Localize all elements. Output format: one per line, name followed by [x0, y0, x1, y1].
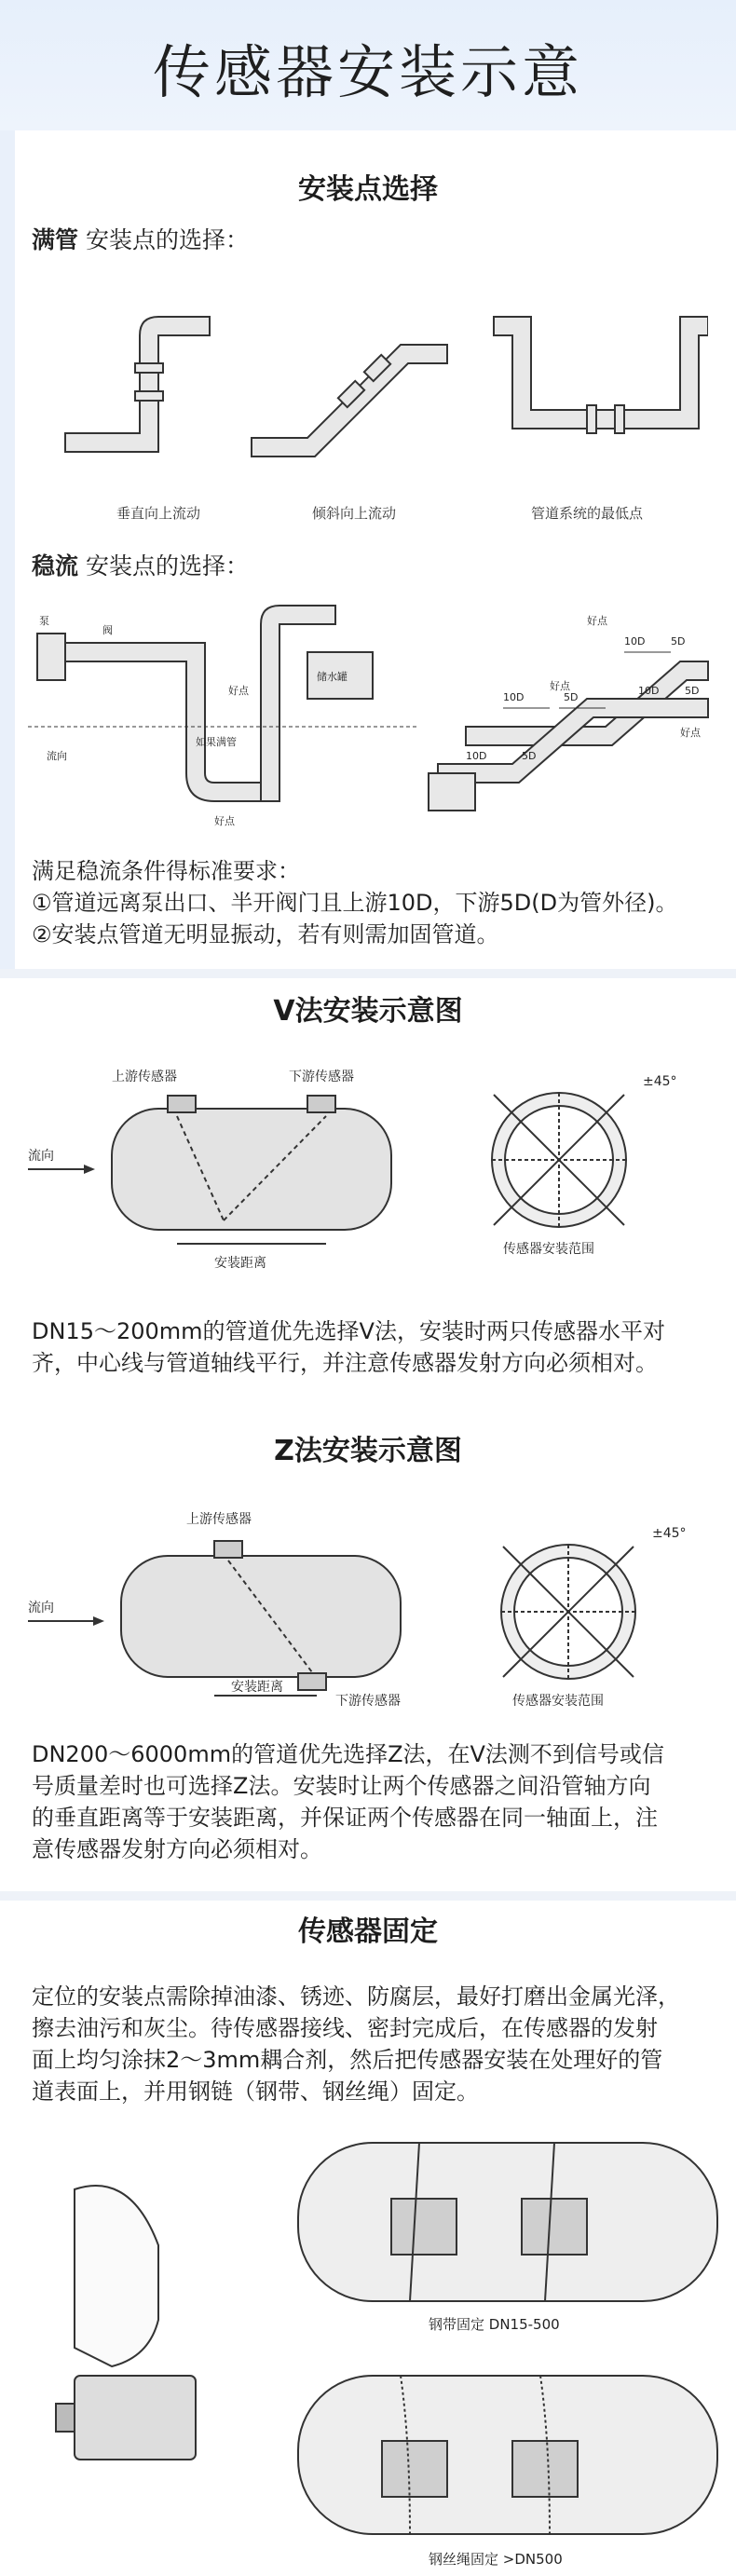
z-method-diagram [28, 1481, 717, 1714]
flow-label: 流向 [47, 750, 67, 762]
full-pipe-bold: 满管 [32, 226, 79, 253]
z-desc-3: 的垂直距离等于安装距离，并保证两个传感器在同一轴面上，注 [32, 1805, 658, 1831]
d10-label: 10D [503, 691, 525, 703]
good-point-5: 好点 [680, 727, 701, 739]
z-range-label: 传感器安装范围 [512, 1694, 604, 1709]
d5c-label: 5D [522, 750, 537, 762]
full-pipe-label [32, 222, 249, 255]
pump-label: 泵 [39, 615, 49, 627]
fixing-desc-1: 定位的安装点需除掉油漆、锈迹、防腐层，最好打磨出金属光泽， [32, 1983, 680, 2010]
page-header [0, 0, 736, 130]
section-divider-2 [0, 1891, 736, 1901]
z-desc-4: 意传感器发射方向必须相对。 [32, 1836, 322, 1862]
z-method-title: Z法安装示意图 [274, 1435, 462, 1467]
v-method-diagram [28, 1043, 717, 1276]
z-upstream-label: 上游传感器 [186, 1512, 252, 1527]
z-desc-2: 号质量差时也可选择Z法。安装时让两个传感器之间沿管轴方向 [32, 1773, 651, 1799]
v-angle-label: ±45° [643, 1074, 677, 1089]
steady-flow-bold: 稳流 [32, 552, 79, 579]
full-pipe-caption-2: 倾斜向上流动 [311, 505, 396, 522]
d5d-label: 5D [685, 685, 700, 697]
pipe-label: 如果满管 [196, 736, 237, 748]
tank-label: 储水罐 [317, 671, 348, 683]
install-point-title: 安装点选择 [298, 173, 438, 206]
v-upstream-label: 上游传感器 [112, 1070, 177, 1084]
steady-flow-diagram [28, 596, 717, 838]
full-pipe-diagrams [37, 279, 708, 466]
steady-flow-label [32, 548, 249, 581]
steady-flow-rest: 安装点的选择： [78, 552, 249, 579]
section-divider [0, 969, 736, 978]
full-pipe-caption-3: 管道系统的最低点 [530, 505, 643, 522]
d10d-label: 10D [638, 685, 660, 697]
z-angle-label: ±45° [652, 1526, 687, 1541]
d10c-label: 10D [466, 750, 487, 762]
fixing-caption-2: 钢丝绳固定 >DN500 [429, 2551, 563, 2568]
v-flow-label: 流向 [28, 1149, 54, 1164]
requirement-1: ①管道远离泵出口、半开阀门且上游10D，下游5D(D为管外径)。 [32, 890, 678, 916]
good-point-2: 好点 [214, 815, 235, 827]
full-pipe-caption-1: 垂直向上流动 [116, 505, 200, 522]
d10b-label: 10D [624, 635, 646, 647]
requirements-intro: 满足稳流条件得标准要求： [32, 858, 300, 884]
z-distance-label: 安装距离 [231, 1680, 283, 1695]
good-point-1: 好点 [228, 685, 249, 697]
left-accent [0, 130, 15, 969]
page-title: 传感器安装示意 [152, 38, 583, 106]
v-downstream-label: 下游传感器 [289, 1070, 354, 1084]
fixing-title: 传感器固定 [298, 1915, 438, 1948]
v-range-label: 传感器安装范围 [503, 1242, 594, 1257]
v-desc-1: DN15～200mm的管道优先选择V法，安装时两只传感器水平对 [32, 1318, 665, 1344]
full-pipe-rest: 安装点的选择： [78, 226, 249, 253]
fixing-illustration [19, 2133, 727, 2571]
z-desc-1: DN200～6000mm的管道优先选择Z法，在V法测不到信号或信 [32, 1741, 664, 1767]
good-point-4: 好点 [550, 680, 570, 692]
d5-label: 5D [564, 691, 579, 703]
v-distance-label: 安装距离 [214, 1256, 266, 1271]
requirement-2: ②安装点管道无明显振动，若有则需加固管道。 [32, 921, 499, 947]
fixing-caption-1: 钢带固定 DN15-500 [429, 2316, 560, 2333]
z-downstream-label: 下游传感器 [335, 1694, 401, 1709]
v-desc-2: 齐，中心线与管道轴线平行，并注意传感器发射方向必须相对。 [32, 1350, 658, 1376]
good-point-3: 好点 [587, 615, 607, 627]
v-method-title: V法安装示意图 [273, 995, 463, 1028]
fixing-desc-4: 道表面上，并用钢链（钢带、钢丝绳）固定。 [32, 2079, 479, 2105]
valve-label: 阀 [102, 624, 113, 636]
fixing-desc-3: 面上均匀涂抹2～3mm耦合剂，然后把传感器安装在处理好的管 [32, 2047, 663, 2073]
d5b-label: 5D [671, 635, 686, 647]
z-flow-label: 流向 [28, 1601, 54, 1615]
fixing-desc-2: 擦去油污和灰尘。待传感器接线、密封完成后，在传感器的发射 [32, 2015, 658, 2041]
